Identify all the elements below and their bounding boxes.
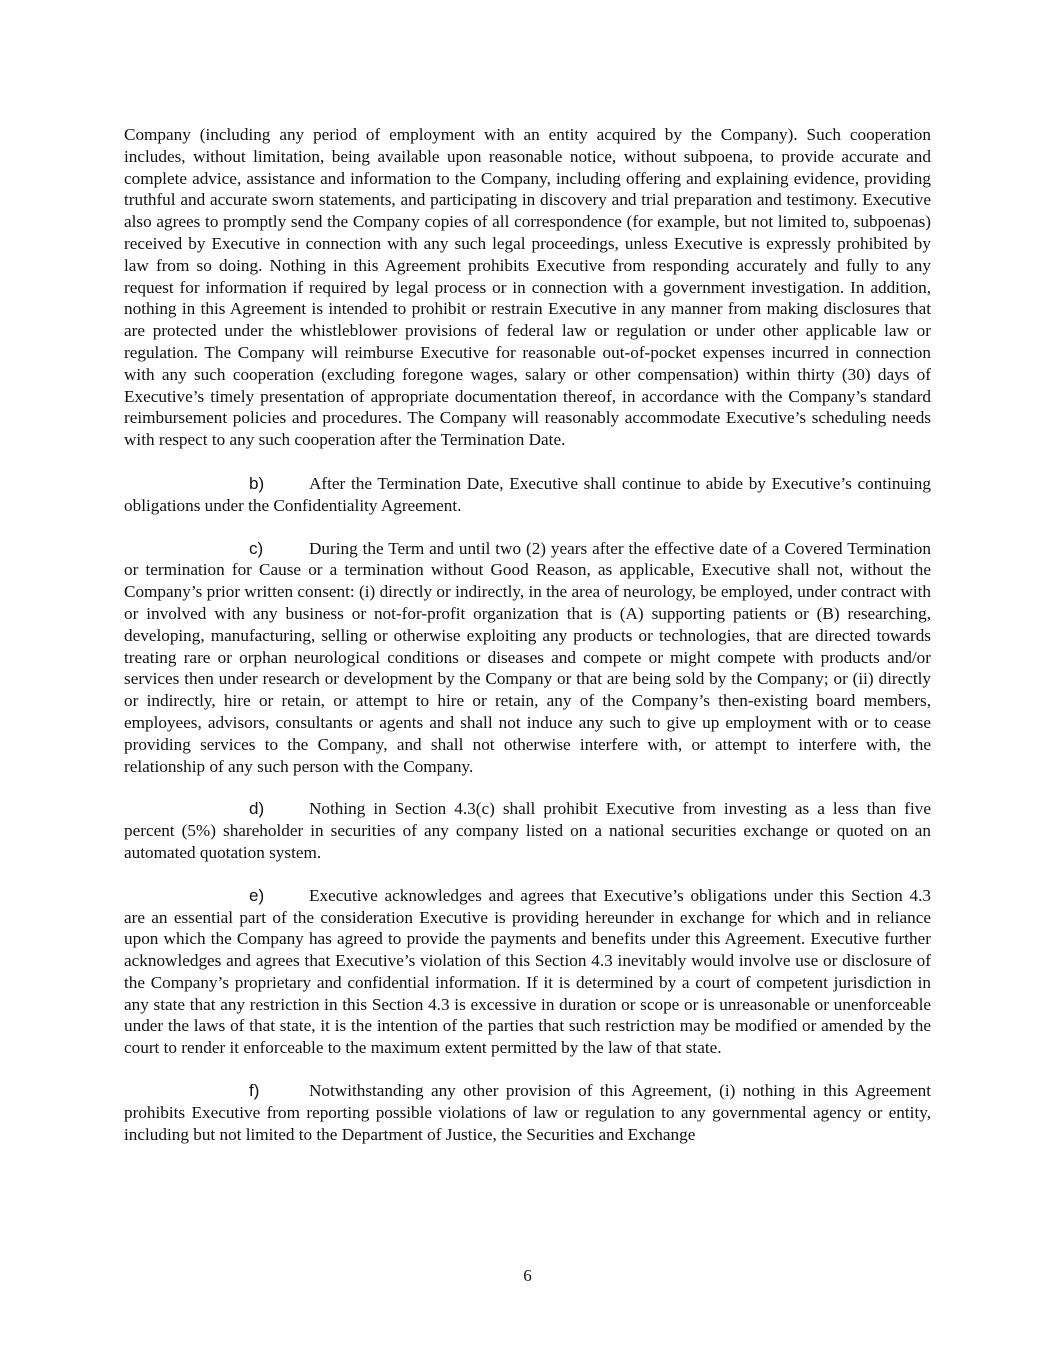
section-b-paragraph [124, 473, 931, 517]
section-b-label: b) [249, 473, 265, 493]
section-e-paragraph [124, 885, 931, 1059]
section-f-text: Notwithstanding any other provision of this Agreement, (i) nothing in this Agreement prohibits Executive from reporting possible violations of law or regulation to any governmental agency or entity, including but not limited to the Department of Justice, the Securities and Exchange [124, 1081, 931, 1144]
section-c-text: During the Term and until two (2) years after the effective date of a Covered Termination or termination for Cause or a termination without Good Reason, as applicable, Executive shall not, without the Company’s prior written consent: (i) directly or indirectly, in the area of neurology, be employed, under contract with or involved with any business or not-for-profit organization that is (A) supporting patients or (B) researching, developing, manufacturing, selling or otherwise exploiting any products or technologies, that are directed towards treating rare or orphan neurological conditions or diseases and compete or might compete with products and/or services then under research or development by the Company or that are being sold by the Company; or (ii) directly or indirectly, hire or retain, or attempt to hire or retain, any of the Company’s then-existing board members, employees, advisors, consultants or agents and shall not induce any such to give up employment with or to cease providing services to the Company, and shall not otherwise interfere with, or attempt to interfere with, the relationship of any such person with the Company. [124, 538, 931, 776]
document-page [124, 124, 931, 1166]
section-b-text: After the Termination Date, Executive shall continue to abide by Executive’s continuing obligations under the Confidentiality Agreement. [124, 473, 931, 515]
section-e-text: Executive acknowledges and agrees that Executive’s obligations under this Section 4.3 are an essential part of the consideration Executive is providing hereunder in exchange for which and in reliance upon which the Company has agreed to provide the payments and benefits under this Agreement. Executive further acknowledges and agrees that Executive’s violation of this Section 4.3 inevitably would involve use or disclosure of the Company’s proprietary and confidential information. If it is determined by a court of competent jurisdiction in any state that any restriction in this Section 4.3 is excessive in duration or scope or is unreasonable or unenforceable under the laws of that state, it is the intention of the parties that such restriction may be modified or amended by the court to render it enforceable to the maximum extent permitted by the law of that state. [124, 885, 931, 1058]
section-d-paragraph [124, 798, 931, 863]
section-d-text: Nothing in Section 4.3(c) shall prohibit Executive from investing as a less than five percent (5%) shareholder in securities of any company listed on a national securities exchange or quoted on an automated quotation system. [124, 799, 931, 862]
section-e-label: e) [249, 885, 265, 905]
section-f-label: f) [249, 1081, 260, 1101]
continuation-paragraph: Company (including any period of employment with an entity acquired by the Company). Such cooperation includes, without limitation, being available upon reasonable notice, without subpoena, to provide accurate and complete advice, assistance and information to the Company, including offering and explaining evidence, providing truthful and accurate sworn statements, and participating in discovery and trial preparation and testimony. Executive also agrees to promptly send the Company copies of all correspondence (for example, but not limited to, subpoenas) received by Executive in connection with any such legal proceedings, unless Executive is expressly prohibited by law from so doing. Nothing in this Agreement prohibits Executive from responding accurately and fully to any request for information if required by legal process or in connection with a government investigation. In addition, nothing in this Agreement is intended to prohibit or restrain Executive in any manner from making disclosures that are protected under the whistleblower provisions of federal law or regulation or under other applicable law or regulation. The Company will reimburse Executive for reasonable out-of-pocket expenses incurred in connection with any such cooperation (excluding foregone wages, salary or other compensation) within thirty (30) days of Executive’s timely presentation of appropriate documentation thereof, in accordance with the Company’s standard reimbursement policies and procedures. The Company will reasonably accommodate Executive’s scheduling needs with respect to any such cooperation after the Termination Date. [124, 125, 931, 450]
section-d-label: d) [249, 799, 265, 819]
section-c-label: c) [249, 538, 264, 558]
section-f-paragraph [124, 1080, 931, 1145]
section-c-paragraph [124, 538, 931, 778]
page-number: 6 [523, 1266, 532, 1285]
